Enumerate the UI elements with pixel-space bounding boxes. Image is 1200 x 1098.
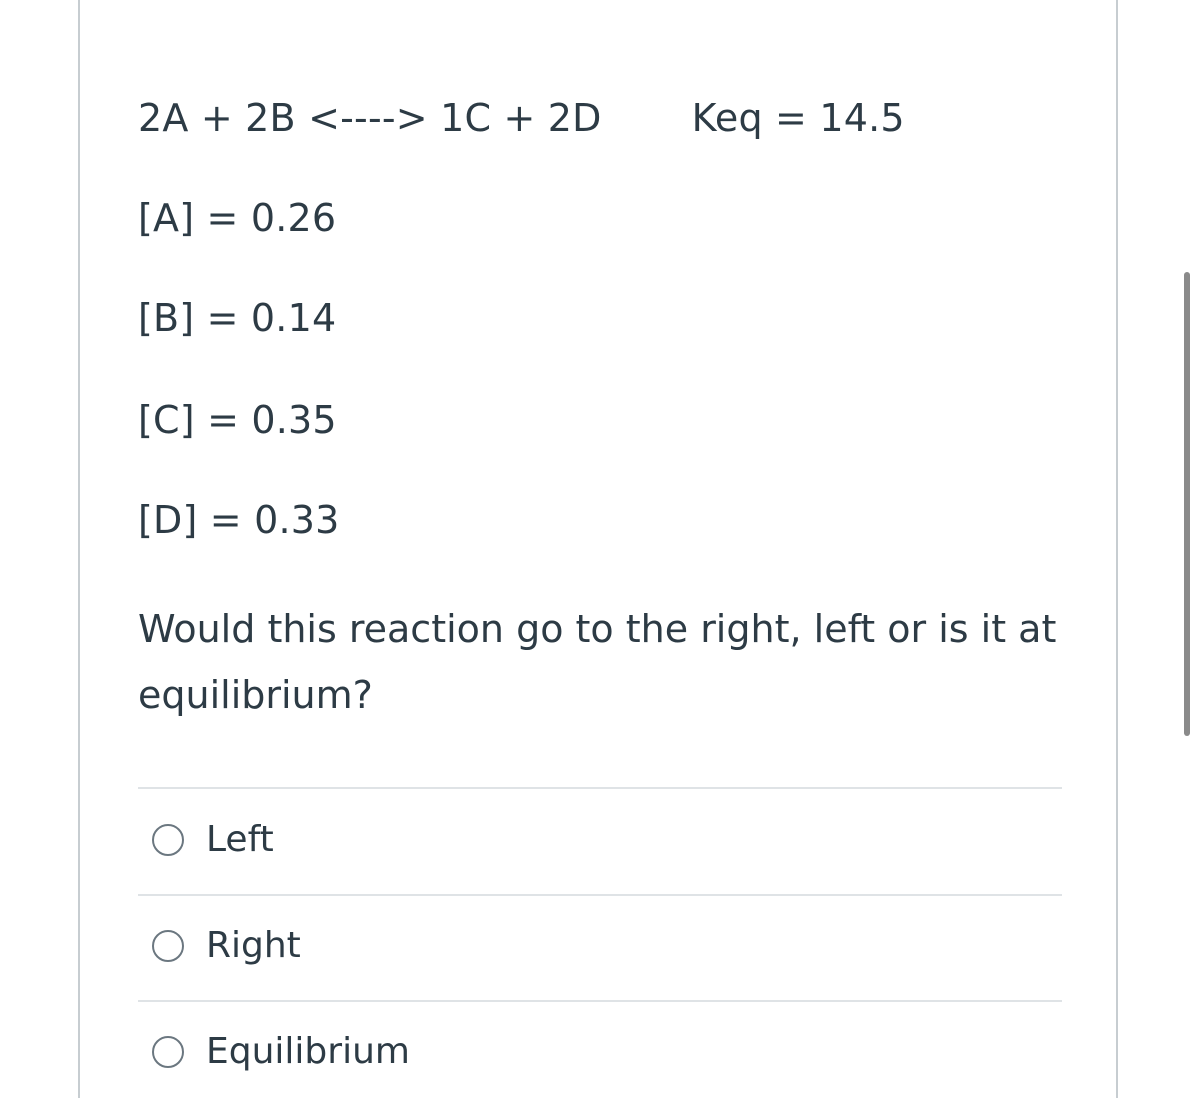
answer-option-left[interactable]: [152, 820, 274, 860]
concentration-d: [D] = 0.33: [138, 498, 340, 542]
answer-label-equilibrium: Equilibrium: [206, 1031, 410, 1072]
radio-button-right[interactable]: [152, 930, 184, 962]
concentration-a: [A] = 0.26: [138, 196, 337, 240]
answer-divider: [138, 1000, 1062, 1002]
concentration-b: [B] = 0.14: [138, 296, 337, 340]
question-text: Would this reaction go to the right, left or is it at equilibrium?: [138, 607, 1057, 717]
equilibrium-constant: Keq = 14.5: [691, 96, 905, 140]
answer-option-equilibrium[interactable]: [152, 1032, 410, 1072]
answer-option-right[interactable]: [152, 926, 301, 966]
answer-label-left: Left: [206, 819, 274, 860]
answer-divider: [138, 894, 1062, 896]
radio-button-left[interactable]: [152, 824, 184, 856]
answer-label-right: Right: [206, 925, 301, 966]
concentration-c: [C] = 0.35: [138, 398, 337, 442]
reaction-line: [138, 98, 905, 138]
radio-button-equilibrium[interactable]: [152, 1036, 184, 1068]
reaction-equation: 2A + 2B <----> 1C + 2D: [138, 96, 602, 140]
scrollbar-thumb[interactable]: [1184, 272, 1190, 736]
answer-divider: [138, 787, 1062, 789]
